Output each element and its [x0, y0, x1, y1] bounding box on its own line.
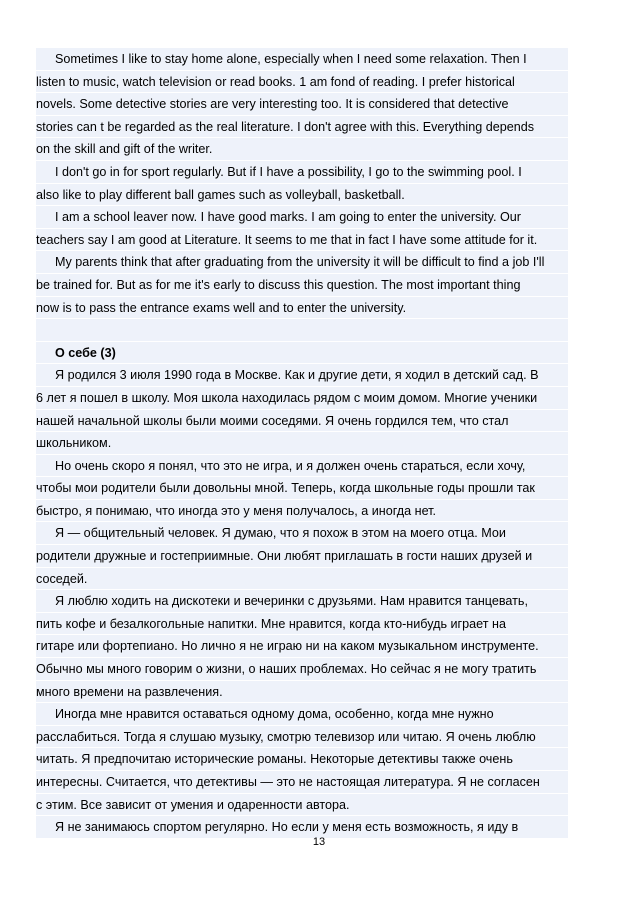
text-line: now is to pass the entrance exams well and to enter the university.: [36, 297, 568, 320]
text-line: интересны. Считается, что детективы — это не настоящая литература. Я не согласен: [36, 771, 568, 794]
text-line: читать. Я предпочитаю исторические романы. Некоторые детективы также очень: [36, 748, 568, 771]
text-line: много времени на развлечения.: [36, 681, 568, 704]
section-heading: О себе (3): [36, 342, 568, 365]
text-line: пить кофе и безалкогольные напитки. Мне нравится, когда кто-нибудь играет на: [36, 613, 568, 636]
text-line: Я не занимаюсь спортом регулярно. Но если у меня есть возможность, я иду в: [36, 816, 568, 839]
text-line: Но очень скоро я понял, что это не игра, и я должен очень стараться, если хочу,: [36, 455, 568, 478]
text-line: teachers say I am good at Literature. It seems to me that in fact I have some attitude for it.: [36, 229, 568, 252]
text-line: also like to play different ball games such as volleyball, basketball.: [36, 184, 568, 207]
text-line: [36, 319, 568, 342]
text-line: родители дружные и гостеприимные. Они любят приглашать в гости наших друзей и: [36, 545, 568, 568]
text-line: Я — общительный человек. Я думаю, что я похож в этом на моего отца. Мои: [36, 522, 568, 545]
text-line: Sometimes I like to stay home alone, especially when I need some relaxation. Then I: [36, 48, 568, 71]
text-line: Я родился 3 июля 1990 года в Москве. Как и другие дети, я ходил в детский сад. В: [36, 364, 568, 387]
text-line: нашей начальной школы были моими соседями. Я очень гордился тем, что стал: [36, 410, 568, 433]
text-line: расслабиться. Тогда я слушаю музыку, смотрю телевизор или читаю. Я очень люблю: [36, 726, 568, 749]
text-line: I am a school leaver now. I have good marks. I am going to enter the university. Our: [36, 206, 568, 229]
text-line: Я люблю ходить на дискотеки и вечеринки с друзьями. Нам нравится танцевать,: [36, 590, 568, 613]
document-text-area: [36, 48, 568, 839]
text-line: быстро, я понимаю, что иногда это у меня получалось, а иногда нет.: [36, 500, 568, 523]
text-line: be trained for. But as for me it's early to discuss this question. The most important thing: [36, 274, 568, 297]
text-line: stories can t be regarded as the real literature. I don't agree with this. Everything depends: [36, 116, 568, 139]
page-number: 13: [312, 836, 326, 848]
text-line: listen to music, watch television or read books. 1 am fond of reading. I prefer historical: [36, 71, 568, 94]
text-line: школьником.: [36, 432, 568, 455]
text-line: I don't go in for sport regularly. But if I have a possibility, I go to the swimming pool. I: [36, 161, 568, 184]
text-line: чтобы мои родители были довольны мной. Теперь, когда школьные годы прошли так: [36, 477, 568, 500]
text-line: с этим. Все зависит от умения и одаренности автора.: [36, 794, 568, 817]
text-line: novels. Some detective stories are very interesting too. It is considered that detective: [36, 93, 568, 116]
text-line: гитаре или фортепиано. Но лично я не играю ни на каком музыкальном инструменте.: [36, 635, 568, 658]
text-line: 6 лет я пошел в школу. Моя школа находилась рядом с моим домом. Многие ученики: [36, 387, 568, 410]
text-line: соседей.: [36, 568, 568, 591]
text-line: Обычно мы много говорим о жизни, о наших проблемах. Но сейчас я не могу тратить: [36, 658, 568, 681]
text-line: Иногда мне нравится оставаться одному дома, особенно, когда мне нужно: [36, 703, 568, 726]
text-line: on the skill and gift of the writer.: [36, 138, 568, 161]
text-line: My parents think that after graduating from the university it will be difficult to find a job I'll: [36, 251, 568, 274]
